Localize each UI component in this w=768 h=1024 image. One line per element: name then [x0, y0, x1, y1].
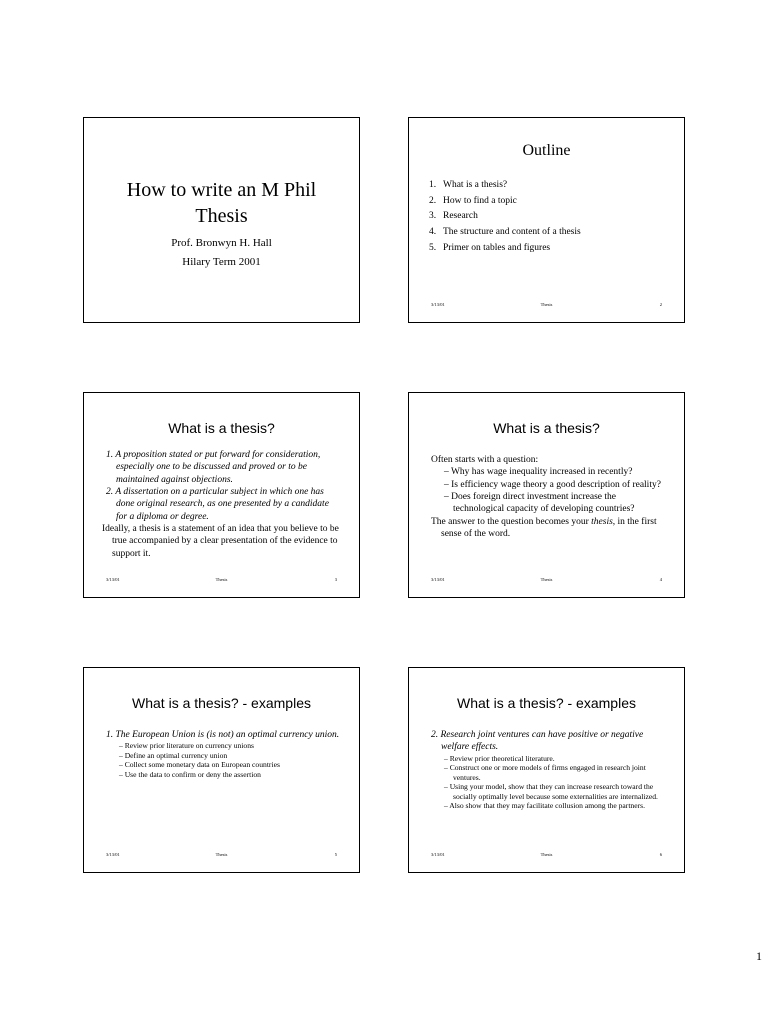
slide-footer: 3/13/01 Thesis 2 — [431, 302, 662, 307]
intro-text: Often starts with a question: — [431, 455, 539, 465]
slide-footer: 3/13/01 Thesis 6 — [431, 852, 662, 857]
example-heading: 2. Research joint ventures can have positive or negative welfare effects. — [431, 730, 644, 753]
slide-footer: 3/13/01 Thesis 4 — [431, 577, 662, 582]
slide-body — [431, 454, 666, 540]
example-list — [431, 754, 666, 811]
slide-body — [106, 729, 341, 779]
definition-1: 1. A proposition stated or put forward for consideration, especially one to be discussed and proved or to be maintained against objections. — [106, 450, 321, 485]
title-line-2: Thesis — [195, 204, 248, 227]
slide-title: Outline — [522, 142, 571, 159]
slide-title: What is a thesis? - examples — [132, 695, 311, 711]
page-number: 1 — [756, 949, 762, 963]
slide-2-outline — [408, 117, 685, 323]
list-item: – Also show that they may facilitate collusion among the partners. — [444, 801, 645, 811]
outline-list — [429, 178, 581, 256]
slide-body — [431, 729, 666, 811]
question-item: – Why has wage inequality increased in recently? — [444, 467, 633, 478]
example-heading: 1. The European Union is (is not) an optimal currency union. — [106, 730, 340, 740]
list-item: 3. Research — [429, 211, 478, 222]
example-list — [106, 741, 341, 779]
slide-6-example — [408, 667, 685, 873]
definition-2: 2. A dissertation on a particular subject in which one has done original research, as one presented by a candidate for a diploma or degree. — [106, 487, 329, 522]
question-item: – Does foreign direct investment increase the technological capacity of developing countries? — [444, 492, 635, 515]
author: Prof. Bronwyn H. Hall — [171, 237, 272, 249]
list-item: – Use the data to confirm or deny the assertion — [119, 769, 261, 779]
list-item: – Define an optimal currency union — [119, 750, 228, 760]
slide-footer: 3/13/01 Thesis 5 — [106, 852, 337, 857]
list-item: – Review prior theoretical literature. — [444, 753, 555, 763]
list-item: 2. How to find a topic — [429, 195, 517, 206]
slide-title: What is a thesis? - examples — [457, 695, 636, 711]
list-item: 4. The structure and content of a thesis — [429, 227, 581, 238]
slide-title: What is a thesis? — [493, 420, 600, 436]
presentation-title — [84, 178, 359, 229]
slide-footer: 3/13/01 Thesis 3 — [106, 577, 337, 582]
ideally-text: Ideally, a thesis is a statement of an idea that you believe to be true accompanied by a clear presentation of the evidence to support it. — [102, 524, 339, 559]
answer-text: The answer to the question becomes your thesis, in the first sense of the word. — [431, 516, 657, 540]
slide-1-title — [83, 117, 360, 323]
question-item: – Is efficiency wage theory a good description of reality? — [444, 479, 661, 490]
title-line-1: How to write an M Phil — [126, 179, 317, 201]
term: Hilary Term 2001 — [182, 256, 261, 268]
slide-5-example — [83, 667, 360, 873]
list-item: – Using your model, show that they can increase research toward the socially optimally level because some externalities are internalized. — [444, 782, 658, 801]
list-item: – Review prior literature on currency unions — [119, 741, 254, 751]
slide-3-definition — [83, 392, 360, 598]
slide-title: What is a thesis? — [168, 420, 275, 436]
list-item: 5. Primer on tables and figures — [429, 242, 551, 253]
slide-4-question — [408, 392, 685, 598]
list-item: – Collect some monetary data on European countries — [119, 760, 280, 770]
slide-body — [102, 449, 341, 560]
list-item: – Construct one or more models of firms engaged in research joint ventures. — [444, 763, 646, 782]
list-item: 1. What is a thesis? — [429, 180, 508, 190]
